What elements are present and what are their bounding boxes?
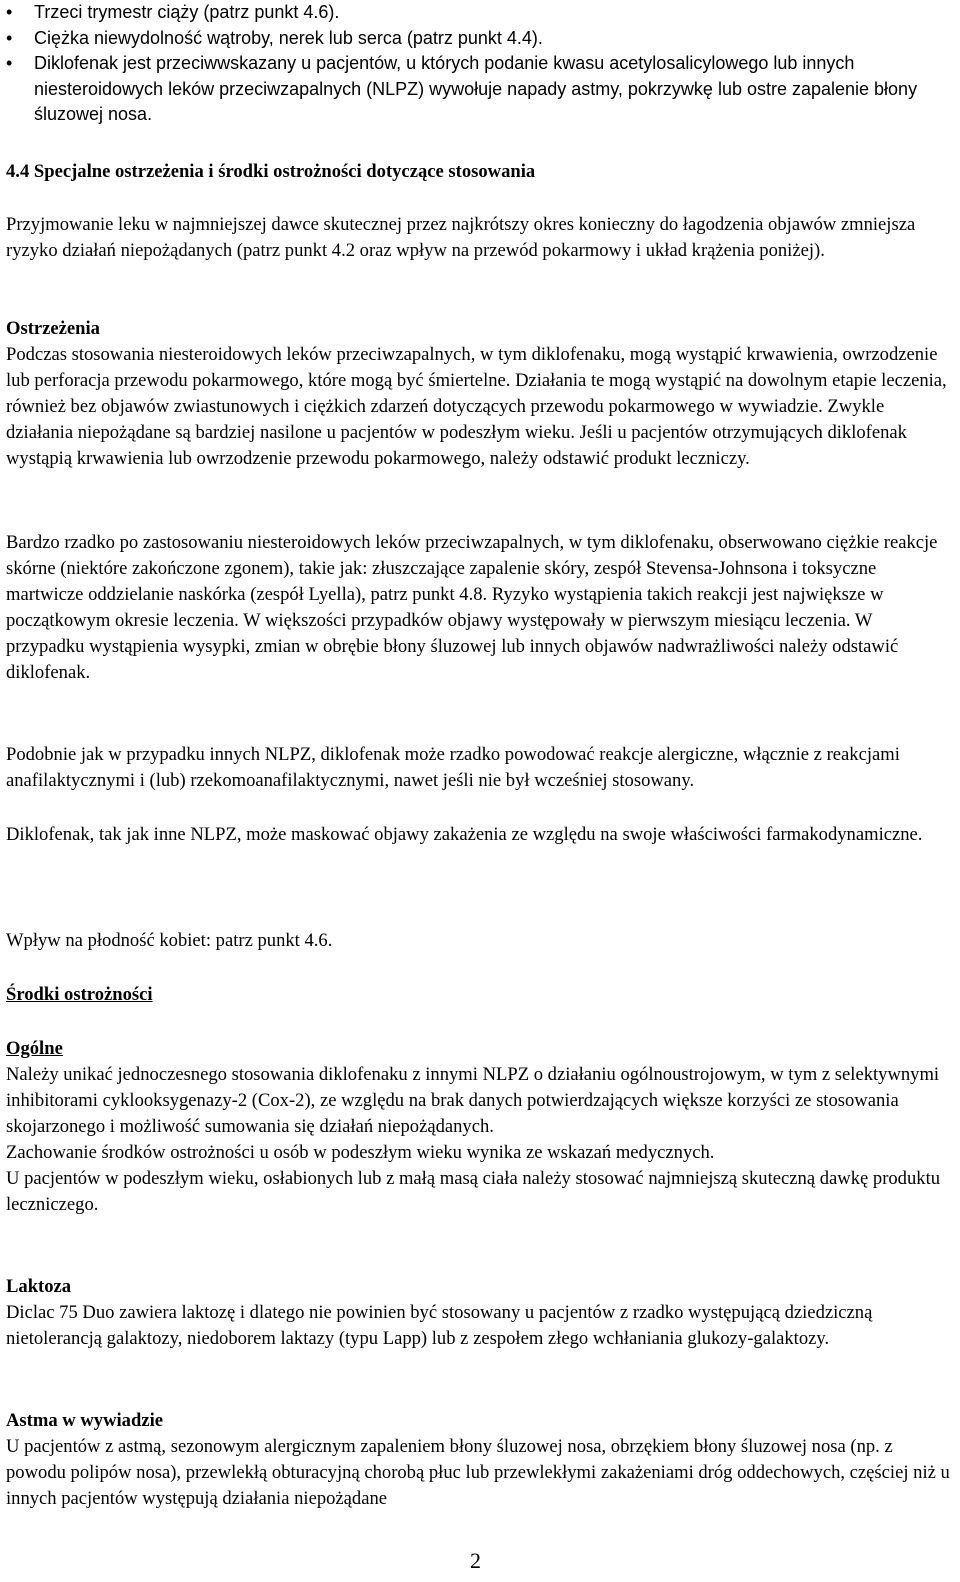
infection-paragraph: Diklofenak, tak jak inne NLPZ, może maskować objawy zakażenia ze względu na swoje właściwości farmakodynamiczne.	[6, 824, 923, 845]
list-item	[6, 26, 950, 52]
fertility-paragraph: Wpływ na płodność kobiet: patrz punkt 4.6.	[6, 930, 333, 951]
list-item-text: Diklofenak jest przeciwwskazany u pacjentów, u których podanie kwasu acetylosalicylowego lub innych niesteroidowych leków przeciwzapalnych (NLPZ) wywołuje napady astmy, pokrzywkę lub ostre zapalenie błony śluzowej nosa.	[34, 53, 918, 124]
intro-paragraph: Przyjmowanie leku w najmniejszej dawce skutecznej przez najkrótszy okres konieczny do łagodzenia objawów zmniejsza ryzyko działań niepożądanych (patrz punkt 4.2 oraz wpływ na przewód pokarmowy i układ krążenia poniżej).	[6, 214, 916, 261]
list-item-text: Ciężka niewydolność wątroby, nerek lub serca (patrz punkt 4.4).	[34, 27, 543, 48]
list-item-text: Trzeci trymestr ciąży (patrz punkt 4.6).	[34, 2, 340, 22]
bullet-icon: •	[6, 53, 13, 73]
asthma-text: U pacjentów z astmą, sezonowym alergicznym zapaleniem błony śluzowej nosa, obrzękiem błony śluzowej nosa (np. z powodu polipów nosa), przewlekłą obturacyjną chorobą płuc lub przewlekłymi zakażeniami dróg oddechowych, częściej niż u innych pacjentów występują działania niepożądane	[6, 1436, 950, 1509]
section-heading: 4.4 Specjalne ostrzeżenia i środki ostrożności dotyczące stosowania	[6, 161, 536, 182]
page-number: 2	[470, 1548, 481, 1573]
allergy-paragraph: Podobnie jak w przypadku innych NLPZ, diklofenak może rzadko powodować reakcje alergiczne, włącznie z reakcjami anafilaktycznymi i (lub) rzekomoanafilaktycznymi, nawet jeśli nie był wcześniej stosowany.	[6, 744, 900, 791]
general-text-2: Zachowanie środków ostrożności u osób w podeszłym wieku wynika ze wskazań medycznych.	[6, 1142, 715, 1163]
list-item	[6, 51, 950, 128]
precautions-heading-text: Środki ostrożności	[6, 984, 153, 1005]
asthma-heading: Astma w wywiadzie	[6, 1410, 163, 1431]
general-heading: Ogólne	[6, 1038, 63, 1059]
lactose-text: Diclac 75 Duo zawiera laktozę i dlatego nie powinien być stosowany u pacjentów z rzadko występującą dziedziczną nietolerancją galaktozy, niedoborem laktazy (typu Lapp) lub z zespołem złego wchłaniania glukozy-galaktozy.	[6, 1302, 873, 1349]
general-text-3: U pacjentów w podeszłym wieku, osłabionych lub z małą masą ciała należy stosować najmniejszą skuteczną dawkę produktu leczniczego.	[6, 1168, 941, 1215]
contraindications-list	[6, 0, 950, 128]
lactose-heading: Laktoza	[6, 1276, 72, 1297]
lactose-section	[6, 1274, 950, 1352]
skin-reactions-paragraph: Bardzo rzadko po zastosowaniu niesteroidowych leków przeciwzapalnych, w tym diklofenaku, obserwowano ciężkie reakcje skórne (niektóre zakończone zgonem), takie jak: złuszczające zapalenie skóry, zespół Stevensa-Johnsona i toksyczne martwicze oddzielanie naskórka (zespół Lyella), patrz punkt 4.8. Ryzyko wystąpienia takich reakcji jest największe w początkowym okresie leczenia. W większości przypadków objawy występowały w pierwszym miesiącu leczenia. W przypadku wystąpienia wysypki, zmian w obrębie błony śluzowej lub innych objawów nadwrażliwości należy odstawić diklofenak.	[6, 532, 938, 683]
warnings-text: Podczas stosowania niesteroidowych leków przeciwzapalnych, w tym diklofenaku, mogą wystąpić krwawienia, owrzodzenie lub perforacja przewodu pokarmowego, które mogą być śmiertelne. Działania te mogą wystąpić na dowolnym etapie leczenia, również bez objawów zwiastunowych i ciężkich zdarzeń dotyczących przewodu pokarmowego w wywiadzie. Zwykle działania niepożądane są bardziej nasilone u pacjentów w podeszłym wieku. Jeśli u pacjentów otrzymujących diklofenak wystąpią krwawienia lub owrzodzenie przewodu pokarmowego, należy odstawić produkt leczniczy.	[6, 344, 947, 469]
warnings-section	[6, 316, 950, 472]
warnings-heading: Ostrzeżenia	[6, 318, 100, 339]
asthma-section	[6, 1408, 950, 1512]
bullet-icon: •	[6, 2, 13, 22]
general-text-1: Należy unikać jednoczesnego stosowania diklofenaku z innymi NLPZ o działaniu ogólnoustrojowym, w tym z selektywnymi inhibitorami cyklooksygenazy-2 (Cox-2), ze względu na brak danych potwierdzających większe korzyści ze stosowania skojarzonego i możliwość sumowania się działań niepożądanych.	[6, 1064, 940, 1137]
bullet-icon: •	[6, 27, 13, 48]
list-item	[6, 0, 950, 26]
precautions-heading	[6, 982, 950, 1008]
general-section	[6, 1036, 950, 1218]
